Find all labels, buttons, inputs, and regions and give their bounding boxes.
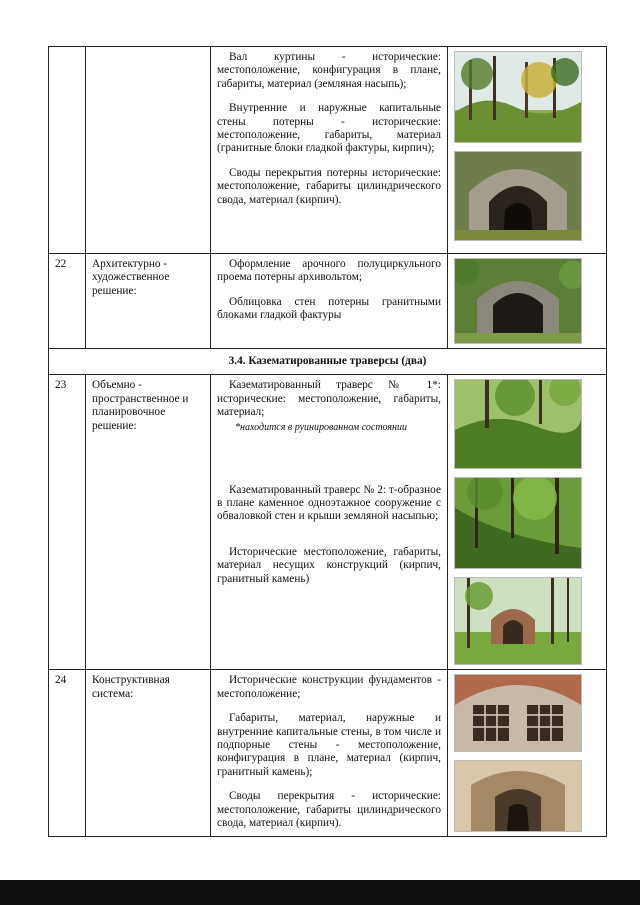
postern-tunnel-photo <box>454 151 582 241</box>
element-name-cell <box>86 47 211 254</box>
table-row <box>49 670 607 837</box>
row-number: 22 <box>49 254 86 349</box>
description-paragraph: Исторические конструкции фундаментов - местоположение; <box>217 674 441 700</box>
row-number: 23 <box>49 375 86 670</box>
description-paragraph: Своды перекрытия потерны исторические: местоположение, габариты цилиндрического свода, материал (кирпич). <box>217 166 441 206</box>
overgrown-traverse-1-photo <box>454 379 582 469</box>
row-number-cell <box>49 47 86 254</box>
archway-archivolt-photo <box>454 258 582 344</box>
heritage-elements-table <box>48 46 607 837</box>
forest-embankment-photo <box>454 51 582 143</box>
table-row <box>49 254 607 349</box>
description-paragraph: Облицовка стен потерны гранитными блоками гладкой фактуры <box>217 295 441 322</box>
element-name: Конструктивная система: <box>86 670 211 837</box>
description-paragraph: Оформление арочного полуциркульного проема потерны архивольтом; <box>217 258 441 284</box>
photo-cell <box>448 670 607 837</box>
section-title: 3.4. Казематированные траверсы (два) <box>49 349 607 375</box>
table-row <box>49 47 607 254</box>
description-cell <box>211 375 448 670</box>
description-paragraph: Казематированный траверс № 2: т-образное в плане каменное одноэтажное сооружение с обваловкой стен и крыши земляной насыпью; <box>217 483 441 523</box>
traverse-2-ruin-photo <box>454 577 582 665</box>
description-paragraph: Исторические местоположение, габариты, материал несущих конструкций (кирпич, гранитный камень) <box>217 545 441 585</box>
table-row <box>49 375 607 670</box>
element-name: Архитектурно - художественное решение: <box>86 254 211 349</box>
ruin-footnote: *находится в руинированном состоянии <box>235 421 408 433</box>
description-paragraph: Вал куртины - исторические: местоположение, конфигурация в плане, габариты, материал (земляная насыпь); <box>217 51 441 90</box>
photo-cell <box>448 47 607 254</box>
photo-cell <box>448 254 607 349</box>
description-cell <box>211 254 448 349</box>
section-header-row <box>49 349 607 375</box>
element-name: Объемно - пространственное и планировочное решение: <box>86 375 211 670</box>
scan-bottom-border <box>0 880 640 905</box>
vault-interior-photo <box>454 760 582 832</box>
row-number: 24 <box>49 670 86 837</box>
description-cell <box>211 670 448 837</box>
description-paragraph: Казематированный траверс № 1*: исторические: местоположение, габариты, материал; <box>217 379 441 419</box>
description-paragraph: Своды перекрытия - исторические: местоположение, габариты цилиндрического свода, материал (кирпич). <box>217 790 441 830</box>
description-paragraph: Габариты, материал, наружные и внутренние капитальные стены, в том числе и подпорные стены - местоположение, конфигурация в плане, материал (кирпич, гранитный камень); <box>217 712 441 778</box>
forest-slope-photo <box>454 477 582 569</box>
photo-cell <box>448 375 607 670</box>
brick-wall-window-grate-photo <box>454 674 582 752</box>
description-cell <box>211 47 448 254</box>
description-paragraph: Внутренние и наружные капитальные стены потерны - исторические: местоположение, габариты, материал (гранитные блоки гладкой фактуры, кирпич); <box>217 102 441 155</box>
